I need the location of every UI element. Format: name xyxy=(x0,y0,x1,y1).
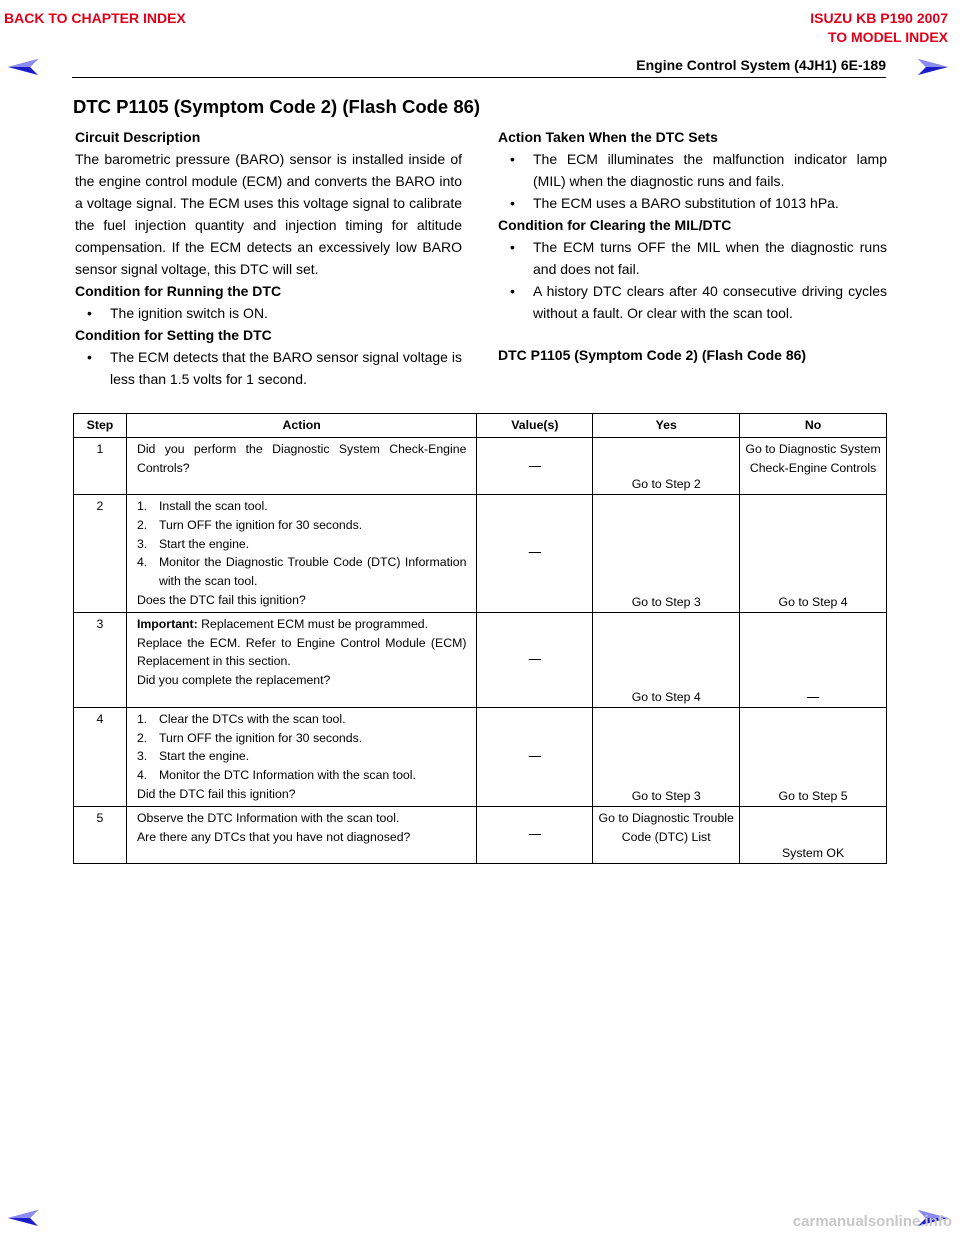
action-taken-list xyxy=(498,148,887,214)
bullet-icon: • xyxy=(510,151,515,167)
table-row xyxy=(74,612,887,707)
setting-condition-heading: Condition for Setting the DTC xyxy=(75,327,272,343)
clearing-condition-heading: Condition for Clearing the MIL/DTC xyxy=(498,217,732,233)
setting-condition-list xyxy=(75,346,462,390)
prev-page-arrow-icon[interactable] xyxy=(8,1208,38,1228)
list-item: • The ECM uses a BARO substitution of 1013 hPa. xyxy=(498,192,887,214)
step-action xyxy=(126,707,477,806)
step-value xyxy=(477,438,593,495)
step-action xyxy=(126,495,477,613)
page-title: DTC P1105 (Symptom Code 2) (Flash Code 86) xyxy=(73,96,481,117)
list-item: 1. Clear the DTCs with the scan tool. xyxy=(136,711,346,726)
list-item: • The ECM illuminates the malfunction indicator lamp (MIL) when the diagnostic runs and fails. xyxy=(498,148,887,192)
bullet-icon: • xyxy=(510,195,515,211)
bullet-icon: • xyxy=(87,349,92,365)
circuit-description-text: The barometric pressure (BARO) sensor is installed inside of the engine control module (ECM) and converts the BARO into a voltage signal. The ECM uses this voltage signal to calibrate the fuel injection quantity and injection timing for altitude compensation. If the ECM detects an excessively low BARO sensor signal voltage, this DTC will set. xyxy=(75,151,462,277)
list-item: • The ECM turns OFF the MIL when the diagnostic runs and does not fail. xyxy=(498,236,887,280)
step-no: Go to Diagnostic System Check-Engine Controls xyxy=(740,438,887,495)
to-model-index-link[interactable]: TO MODEL INDEX xyxy=(827,29,948,45)
circuit-description-heading: Circuit Description xyxy=(75,129,201,145)
table-row xyxy=(74,806,887,863)
step-no: System OK xyxy=(740,806,887,863)
left-column xyxy=(75,126,462,390)
action-list xyxy=(137,710,467,785)
step-value xyxy=(477,806,593,863)
value-dash: ⎯⎯ xyxy=(528,458,542,473)
bullet-icon: • xyxy=(510,283,515,299)
step-value xyxy=(477,495,593,613)
step-yes: Go to Step 3 xyxy=(593,707,740,806)
page-header-title: Engine Control System (4JH1) 6E-189 xyxy=(636,57,886,73)
column-header-no: No xyxy=(740,414,887,438)
list-item: 3. Start the engine. xyxy=(136,536,250,551)
step-yes: Go to Diagnostic Trouble Code (DTC) List xyxy=(593,806,740,863)
right-column xyxy=(498,126,887,366)
list-item: • The ignition switch is ON. xyxy=(75,302,462,324)
table-header-row xyxy=(74,414,887,438)
header-divider xyxy=(72,77,886,78)
step-number: 2 xyxy=(74,495,127,613)
important-label: Important: xyxy=(136,616,198,631)
list-item: 3. Start the engine. xyxy=(136,749,250,764)
action-taken-heading: Action Taken When the DTC Sets xyxy=(498,129,718,145)
running-condition-list xyxy=(75,302,462,324)
value-dash: ⎯⎯ xyxy=(528,749,542,764)
step-yes: Go to Step 4 xyxy=(593,612,740,707)
action-question: Did you complete the replacement? xyxy=(136,673,331,688)
action-text: Observe the DTC Information with the scan tool. xyxy=(136,810,400,825)
list-item: 4. Monitor the Diagnostic Trouble Code (DTC) Information with the scan tool. xyxy=(136,555,467,589)
list-item: • A history DTC clears after 40 consecutive driving cycles without a fault. Or clear with the scan tool. xyxy=(498,280,887,324)
table-caption: DTC P1105 (Symptom Code 2) (Flash Code 86) xyxy=(498,347,807,363)
step-number: 5 xyxy=(74,806,127,863)
action-list xyxy=(137,497,467,591)
table-row xyxy=(74,495,887,613)
step-action xyxy=(126,612,477,707)
bullet-icon: • xyxy=(87,305,92,321)
action-question: Are there any DTCs that you have not diagnosed? xyxy=(136,829,411,844)
step-no: Go to Step 5 xyxy=(740,707,887,806)
step-no: ⎯⎯ xyxy=(740,612,887,707)
step-yes: Go to Step 2 xyxy=(593,438,740,495)
running-condition-heading: Condition for Running the DTC xyxy=(75,283,282,299)
important-note: Important: Replacement ECM must be programmed. xyxy=(136,616,429,631)
step-value xyxy=(477,707,593,806)
value-dash: ⎯⎯ xyxy=(528,545,542,559)
model-title: ISUZU KB P190 2007 xyxy=(810,10,948,26)
step-action xyxy=(126,438,477,495)
action-text: Did you perform the Diagnostic System Check-Engine Controls? xyxy=(136,442,467,475)
action-text: Replace the ECM. Refer to Engine Control Module (ECM) Replacement in this section. xyxy=(136,635,467,669)
action-question: Did the DTC fail this ignition? xyxy=(136,786,296,801)
step-number: 4 xyxy=(74,707,127,806)
list-item: 1. Install the scan tool. xyxy=(136,499,268,513)
next-page-arrow-icon[interactable] xyxy=(918,57,948,77)
bullet-icon: • xyxy=(510,239,515,255)
action-question: Does the DTC fail this ignition? xyxy=(136,592,306,607)
column-header-action: Action xyxy=(126,414,477,438)
list-item: • The ECM detects that the BARO sensor signal voltage is less than 1.5 volts for 1 second. xyxy=(75,346,462,390)
prev-page-arrow-icon[interactable] xyxy=(8,57,38,77)
value-dash: ⎯⎯ xyxy=(528,827,542,842)
list-item: 2. Turn OFF the ignition for 30 seconds. xyxy=(136,517,363,532)
clearing-condition-list xyxy=(498,236,887,324)
step-value xyxy=(477,612,593,707)
back-to-chapter-index-link[interactable]: BACK TO CHAPTER INDEX xyxy=(4,10,186,26)
column-header-yes: Yes xyxy=(593,414,740,438)
list-item: 4. Monitor the DTC Information with the scan tool. xyxy=(136,768,416,783)
diagnostic-steps-table xyxy=(73,413,887,864)
table-row xyxy=(74,438,887,495)
list-item: 2. Turn OFF the ignition for 30 seconds. xyxy=(136,730,363,745)
column-header-step: Step xyxy=(74,414,127,438)
step-no: Go to Step 4 xyxy=(740,495,887,613)
table-row xyxy=(74,707,887,806)
step-yes: Go to Step 3 xyxy=(593,495,740,613)
watermark-text: carmanualsonline.info xyxy=(792,1213,952,1230)
column-header-values: Value(s) xyxy=(477,414,593,438)
value-dash: ⎯⎯ xyxy=(528,652,542,667)
step-number: 3 xyxy=(74,612,127,707)
step-number: 1 xyxy=(74,438,127,495)
step-action xyxy=(126,806,477,863)
